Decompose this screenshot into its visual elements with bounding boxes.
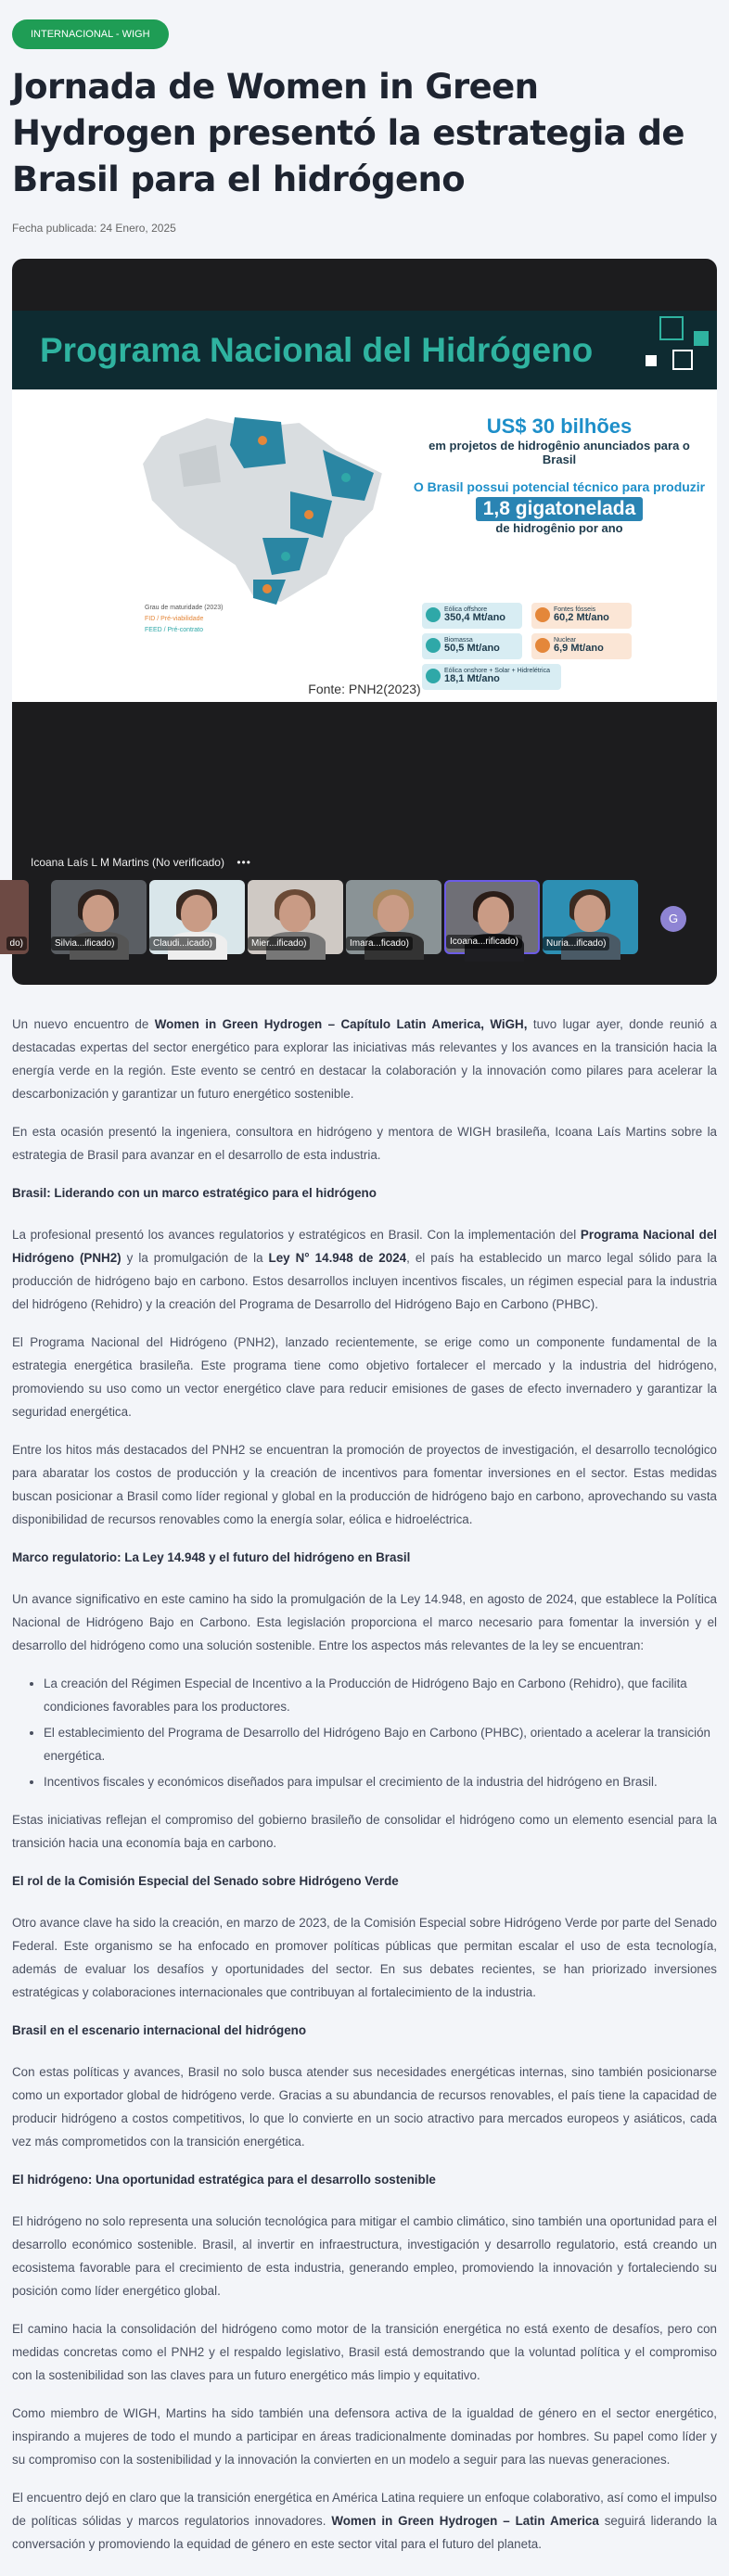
stat-renewables: Eólica onshore + Solar + Hidrelétrica 18,1 Mt/ano [422, 664, 561, 690]
list-item: • El establecimiento del Programa de Desarrollo del Hidrógeno Bajo en Carbono (PHBC), orientado a acelerar la transición energética. [44, 1721, 717, 1767]
participant-name: do) [6, 937, 27, 950]
map-marker [304, 510, 313, 519]
legend-item: FID / Pré-viabilidade [145, 616, 204, 622]
paragraph: La profesional presentó los avances regulatorios y estratégicos en Brasil. Con la implementación del Programa Nacional del Hidrógeno (PNH2) y la promulgación de la Ley N° 14.948 de 2024, el país ha establecido un marco legal sólido para la producción de hidrógeno bajo en carbono. Estos desarrollos incluyen incentivos fiscales, un régimen especial para la industria del hidrógeno (Rehidro) y la creación del Programa de Desarrollo del Hidrógeno Bajo en Carbono (PHBC). [12, 1228, 717, 1311]
legend-item: FEED / Pré-contrato [145, 627, 204, 633]
deco-square [659, 316, 684, 340]
participant-face [83, 895, 114, 932]
participant-tile[interactable] [346, 880, 441, 954]
paragraph: Estas iniciativas reflejan el compromiso del gobierno brasileño de consolidar el hidrógeno como un elemento esencial para la transición hacia una economía baja en carbono. [12, 1813, 717, 1850]
participant-face [181, 895, 212, 932]
map-marker [281, 552, 290, 561]
wind-icon [426, 607, 441, 622]
slide-header [12, 311, 717, 389]
participant-face [478, 897, 509, 934]
participant-name: Silvia...ificado) [51, 937, 118, 950]
participant-tile[interactable] [543, 880, 638, 954]
per-year-text: de hidrogênio por ano [495, 521, 623, 535]
deco-square [672, 350, 693, 370]
map-marker [262, 584, 272, 593]
stat-biomass: Biomassa 50,5 Mt/ano [422, 633, 522, 659]
paragraph: En esta ocasión presentó la ingeniera, consultora en hidrógeno y mentora de WIGH brasileña, Icoana Laís Martins sobre la estrategia de Brasil para avanzar en el desarrollo de esta industria. [12, 1125, 717, 1162]
participant-tile[interactable] [149, 880, 245, 954]
paragraph: Con estas políticas y avances, Brasil no solo busca atender sus necesidades energéticas internas, sino también posicionarse como un exportador global de hidrógeno verde. Gracias a su abundancia de recursos renovables, el país tiene la capacidad de producir hidrógeno a costos competitivos, lo que lo convierte en un socio atractivo para mercados europeos y asiáticos, cada vez más comprometidos con la transición energética. [12, 2065, 717, 2149]
deco-square [646, 355, 657, 366]
participant-tile[interactable] [0, 880, 29, 954]
legend-title: Grau de maturidade (2023) [145, 605, 224, 611]
slide-title: Programa Nacional del Hidrógeno [40, 331, 594, 369]
participant-tile[interactable] [51, 880, 147, 954]
section-heading: Brasil: Liderando con un marco estratégico para el hidrógeno [12, 1186, 377, 1200]
presenter-bar [31, 856, 251, 869]
participant-avatar-initial[interactable]: G [660, 906, 686, 932]
slide-stats-column [411, 414, 708, 535]
atom-icon [535, 638, 550, 653]
paragraph: Otro avance clave ha sido la creación, en marzo de 2023, de la Comisión Especial sobre Hidrógeno Verde por parte del Senado Federal. Este organismo se ha enfocado en promover políticas públicas que permitan escalar el uso de esta tecnología, además de evaluar los desafíos y oportunidades del sector. En sus debates recientes, se han priorizado inversiones estratégicas y colaboraciones internacionales que contribuyan al fortalecimiento de la industria. [12, 1916, 717, 1999]
investment-headline: US$ 30 bilhões [486, 414, 633, 438]
stat-offshore: Eólica offshore 350,4 Mt/ano [422, 603, 522, 629]
presenter-name: Icoana Laís L M Martins (No verificado) [31, 856, 224, 869]
section-heading: El rol de la Comisión Especial del Senado sobre Hidrógeno Verde [12, 1874, 399, 1888]
paragraph: Como miembro de WIGH, Martins ha sido también una defensora activa de la igualdad de género en el sector energético, inspirando a mujeres de todo el mundo a participar en áreas tradicionalmente dominadas por hombres. Su papel como líder y su compromiso con la sostenibilidad y la innovación la convierten en un modelo a seguir para las nuevas generaciones. [12, 2406, 717, 2467]
leaf-icon [426, 638, 441, 653]
more-options-icon[interactable]: ••• [237, 856, 251, 869]
paragraph: Un nuevo encuentro de Women in Green Hydrogen – Capítulo Latin America, WiGH, tuvo lugar ayer, donde reunió a destacadas expertas del sector energético para explorar las iniciativas más relevantes y los avances en la transición hacia la energía verde en la región. Este evento se centró en destacar la colaboración y la innovación como pilares para acelerar la descarbonización y garantizar un futuro energético sostenible. [12, 1017, 718, 1101]
participant-face [377, 895, 409, 932]
paragraph: Entre los hitos más destacados del PNH2 se encuentran la promoción de proyectos de investigación, el desarrollo tecnológico para abaratar los costos de producción y la creación de incentivos para fomentar inversiones en el sector. Estas medidas buscan posicionar a Brasil como líder regional y global en la producción de hidrógeno bajo en carbono, aprovechando su vasta disponibilidad de recursos renovables como la energía solar, eólica e hidroeléctrica. [12, 1443, 717, 1526]
section-heading: Brasil en el escenario internacional del hidrógeno [12, 2023, 307, 2037]
participant-name: Nuria...ificado) [543, 937, 609, 950]
participant-face [574, 895, 606, 932]
article-body [12, 1013, 717, 2556]
participant-name: Icoana...rificado) [446, 935, 522, 949]
potential-text: O Brasil possui potencial técnico para produzir [413, 479, 706, 494]
stat-nuclear: Nuclear 6,9 Mt/ano [531, 633, 632, 659]
brazil-map [123, 399, 402, 612]
paragraph: Un avance significativo en este camino ha sido la promulgación de la Ley 14.948, en agosto de 2024, que establece la Política Nacional de Hidrógeno Bajo en Carbono. Esta legislación proporciona el marco necesario para fomentar la inversión y el desarrollo del hidrógeno como una solución sostenible. Entre los aspectos más relevantes de la ley se encuentran: [12, 1592, 717, 1652]
list-item: • La creación del Régimen Especial de Incentivo a la Producción de Hidrógeno Bajo en Carbono (Rehidro), que facilita condiciones favorables para los productores. [44, 1672, 717, 1718]
section-heading: Marco regulatorio: La Ley 14.948 y el futuro del hidrógeno en Brasil [12, 1550, 411, 1564]
stat-fossil: Fontes fósseis 60,2 Mt/ano [531, 603, 632, 629]
slide-source: Fonte: PNH2(2023) [308, 682, 421, 696]
map-legend [145, 603, 223, 636]
participant-tile-active[interactable] [444, 880, 540, 954]
paragraph: El camino hacia la consolidación del hidrógeno como motor de la transición energética no está exento de desafíos, pero con medidas concretas como el PNH2 y el respaldo legislativo, Brasil está demostrando que la voluntad política y el compromiso con la sostenibilidad son las claves para un futuro energético más limpio y equitativo. [12, 2322, 717, 2382]
presentation-slide [12, 311, 717, 702]
deco-square [694, 331, 709, 346]
law-aspects-list [44, 1672, 717, 1793]
map-marker [258, 436, 267, 445]
participant-name: Imara...ficado) [346, 937, 413, 950]
paragraph: El hidrógeno no solo representa una solución tecnológica para mitigar el cambio climático, sino también una oportunidad para el desarrollo económico sostenible. Brasil, al invertir en infraestructura, investigación y desarrollo regulatorio, está creando un ecosistema favorable para el crecimiento de esta industria, generando empleo, promoviendo la innovación y fortaleciendo su posición como líder energético global. [12, 2214, 718, 2298]
participant-name: Mier...ificado) [248, 937, 310, 950]
category-tag[interactable]: INTERNACIONAL - WIGH [12, 19, 169, 49]
video-frame[interactable] [9, 259, 717, 985]
paragraph: El encuentro dejó en claro que la transición energética en América Latina requiere un enfoque colaborativo, así como el impulso de políticas sólidas y marcos regulatorios innovadores. Women in Green Hydrogen – Latin America seguirá liderando la conversación y promoviendo la equidad de género en este sector vital para el futuro del planeta. [12, 2491, 718, 2551]
article-title: Jornada de Women in Green Hydrogen presentó la estrategia de Brasil para el hidrógeno [12, 67, 684, 199]
fossil-icon [535, 607, 550, 622]
participant-face [279, 895, 311, 932]
investment-subtitle: em projetos de hidrogênio anunciados para o Brasil [428, 439, 690, 466]
participant-tile[interactable] [248, 880, 343, 954]
participant-name: Claudi...icado) [149, 937, 216, 950]
publish-date: Fecha publicada: 24 Enero, 2025 [12, 222, 176, 235]
paragraph: El Programa Nacional del Hidrógeno (PNH2), lanzado recientemente, se erige como un componente fundamental de la estrategia energética brasileña. Este programa tiene como objetivo fortalecer el mercado y la industria del hidrógeno, promoviendo su uso como un vector energético clave para reducir emisiones de gases de efecto invernadero y garantizar la seguridad energética. [12, 1335, 717, 1419]
section-heading: El hidrógeno: Una oportunidad estratégica para el desarrollo sostenible [12, 2173, 436, 2187]
participant-strip [9, 880, 717, 954]
list-item: • Incentivos fiscales y económicos diseñados para impulsar el crecimiento de la industria del hidrógeno en Brasil. [44, 1770, 717, 1793]
gigatonne-badge: 1,8 gigatonelada [476, 497, 644, 521]
map-marker [341, 473, 351, 482]
